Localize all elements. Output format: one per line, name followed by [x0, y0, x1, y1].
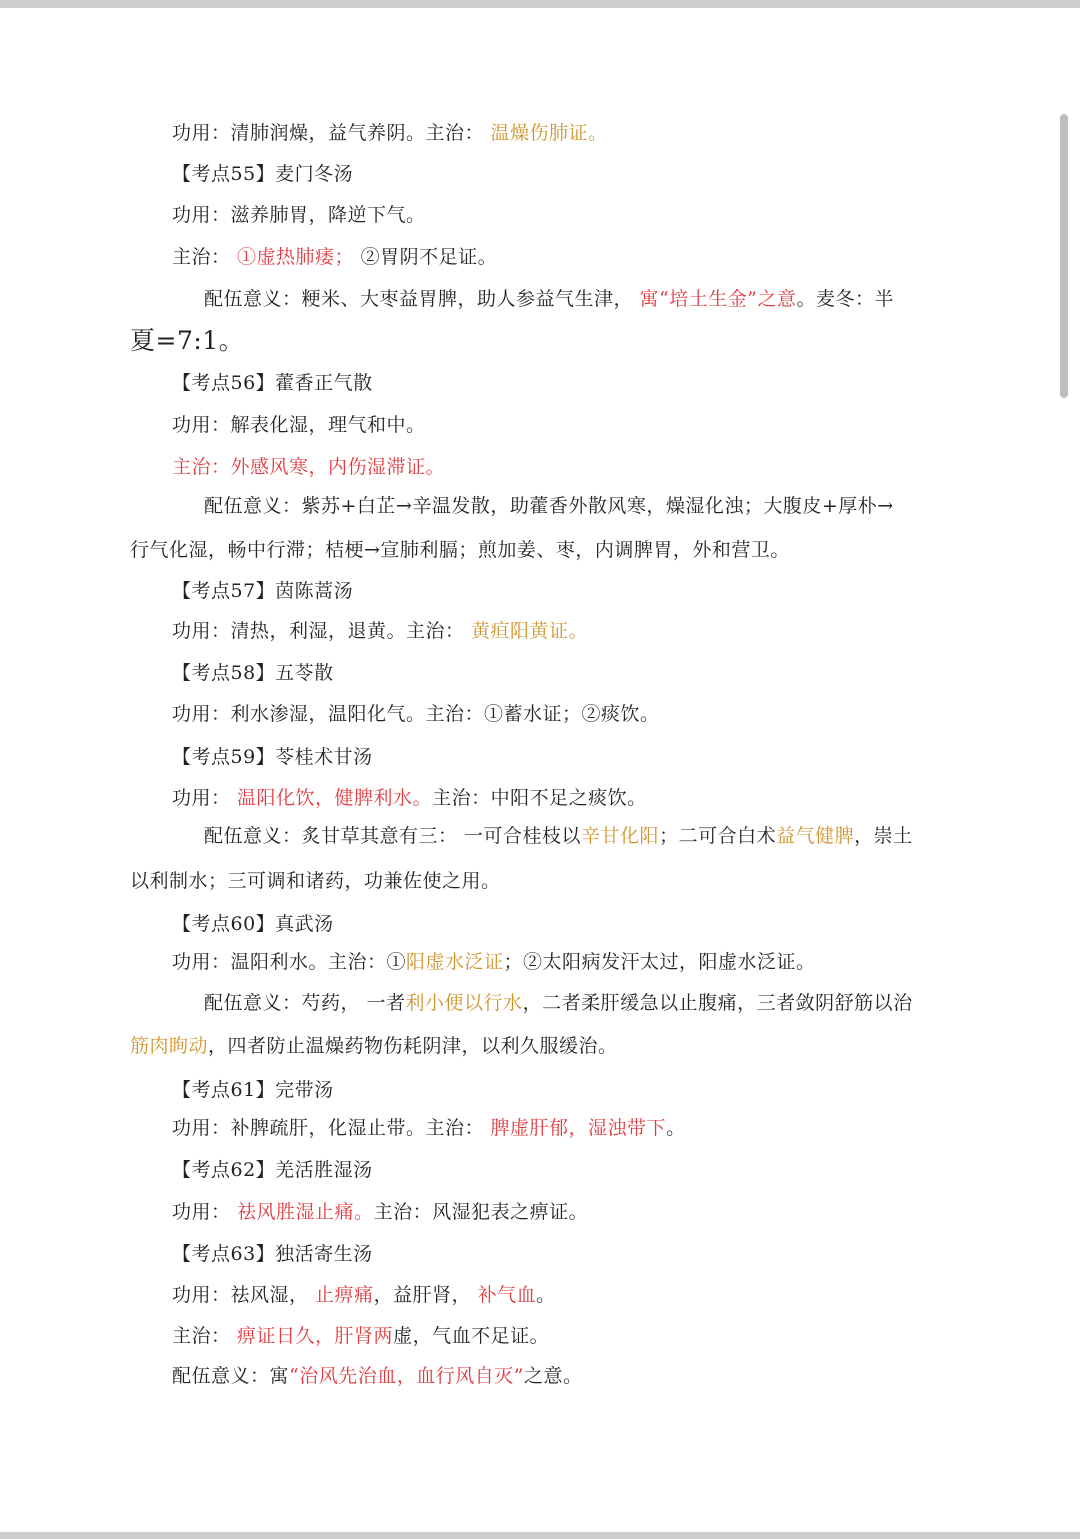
text-run: 夏=7:1。: [130, 326, 245, 355]
text-run: 【考点62】羌活胜湿汤: [172, 1159, 373, 1181]
text-line: [204, 990, 913, 1016]
text-run: 功用：清肺润燥，益气养阴。主治：: [172, 122, 491, 144]
text-run: 之意。: [523, 1365, 583, 1387]
text-run: ②胃阴不足证。: [354, 246, 498, 268]
text-run: ①虚热肺痿；: [237, 246, 355, 268]
section-heading: [172, 1241, 373, 1267]
text-run: 主治：: [172, 246, 238, 268]
text-run: 主治：: [172, 1325, 238, 1347]
text-run: 功用：: [172, 1201, 238, 1223]
text-run: 【考点56】藿香正气散: [172, 372, 373, 394]
text-run: 利小便以行水: [405, 992, 523, 1014]
text-run: 配伍意义：粳米、大枣益胃脾，助人参益气生津，: [204, 288, 640, 310]
text-run: 黄疸阳黄证。: [471, 620, 589, 642]
scrollbar-thumb[interactable]: [1060, 114, 1068, 398]
text-run: 止痹痛: [315, 1284, 374, 1306]
text-line: [172, 1115, 686, 1141]
text-run: 【考点61】完带汤: [172, 1079, 334, 1101]
section-heading: [172, 1077, 334, 1103]
text-run: 【考点58】五苓散: [172, 662, 334, 684]
text-run: 。: [666, 1117, 686, 1139]
text-line: [172, 1323, 549, 1349]
text-run: 祛风胜湿止痛。: [237, 1201, 374, 1223]
text-run: 主治：外感风寒，内伤湿滞证。: [172, 456, 446, 478]
text-run: 功用：利水渗湿，温阳化气。主治：①蓄水证；②痰饮。: [172, 703, 660, 725]
text-run: 温阳化饮，健脾利水。: [237, 787, 433, 809]
text-run: 筋肉眴动: [130, 1035, 209, 1057]
text-line: [172, 202, 426, 228]
section-heading: [172, 370, 373, 396]
text-run: 行气化湿，畅中行滞；桔梗→宣肺利膈；煎加姜、枣，内调脾胃，外和营卫。: [130, 539, 790, 561]
text-run: 配伍意义：炙甘草其意有三： 一可合桂枝以: [204, 825, 582, 847]
text-run: 功用：滋养肺胃，降逆下气。: [172, 204, 426, 226]
document-page: [0, 8, 1080, 1532]
text-line: [204, 823, 913, 849]
text-run: 功用：补脾疏肝，化湿止带。主治：: [172, 1117, 491, 1139]
text-run: 益气健脾: [776, 825, 855, 847]
text-line: [204, 493, 894, 519]
text-run: 。麦冬：半: [796, 288, 894, 310]
text-line: [130, 537, 790, 563]
text-line: [172, 412, 426, 438]
section-heading: [172, 744, 373, 770]
text-run: 【考点63】独活寄生汤: [172, 1243, 373, 1265]
text-line: [130, 1033, 618, 1059]
text-run: 温燥伤肺证。: [490, 122, 608, 144]
text-run: 配伍意义：寓: [172, 1365, 290, 1387]
section-heading: [172, 660, 334, 686]
bottom-bar: [0, 1532, 1080, 1539]
text-line: [172, 701, 660, 727]
text-run: 【考点60】真武汤: [172, 913, 334, 935]
text-run: 功用：清热，利湿，退黄。主治：: [172, 620, 472, 642]
text-line: [172, 949, 816, 975]
section-heading: [172, 578, 353, 604]
text-run: 以利制水；三可调和诸药，功兼佐使之用。: [130, 870, 501, 892]
text-run: 功用：: [172, 787, 238, 809]
text-line: [172, 1199, 588, 1225]
text-run: 。: [536, 1284, 556, 1306]
text-run: 功用：解表化湿，理气和中。: [172, 414, 426, 436]
text-line: [172, 1363, 582, 1389]
text-run: “治风先治血，血行风自灭”: [289, 1365, 524, 1387]
text-line: [172, 244, 497, 270]
text-run: 补气血: [477, 1284, 537, 1306]
text-run: 配伍意义：芍药， 一者: [204, 992, 406, 1014]
text-run: 脾虚肝郁，湿浊带下: [490, 1117, 667, 1139]
text-line: [130, 326, 244, 356]
section-heading: [172, 161, 353, 187]
text-run: 【考点59】苓桂术甘汤: [172, 746, 373, 768]
text-run: 配伍意义：紫苏+白芷→辛温发散，助藿香外散风寒，燥湿化浊；大腹皮+厚朴→: [204, 495, 894, 517]
text-run: 功用：温阳利水。主治：①: [172, 951, 407, 973]
section-heading: [172, 1157, 373, 1183]
text-run: ，二者柔肝缓急以止腹痛，三者敛阴舒筋以治: [522, 992, 913, 1014]
text-run: 【考点55】麦门冬汤: [172, 163, 354, 185]
text-run: 阳虚水泛证: [406, 951, 504, 973]
text-run: ，益肝肾，: [373, 1284, 478, 1306]
top-bar: [0, 0, 1080, 8]
text-line: [172, 1282, 556, 1308]
text-line: [172, 454, 445, 480]
text-line: [130, 868, 501, 894]
text-line: [172, 785, 647, 811]
text-run: 寓“培土生金”之意: [639, 288, 797, 310]
text-run: ；②太阳病发汗太过，阳虚水泛证。: [503, 951, 816, 973]
text-run: ，崇土: [854, 825, 913, 847]
text-run: ，四者防止温燥药物伤耗阴津，以利久服缓治。: [208, 1035, 618, 1057]
text-run: ；二可合白术: [659, 825, 777, 847]
text-run: 主治：风湿犯表之痹证。: [373, 1201, 589, 1223]
text-line: [172, 618, 588, 644]
text-line: [172, 120, 608, 146]
text-run: 主治：中阳不足之痰饮。: [432, 787, 647, 809]
text-run: 辛甘化阳: [581, 825, 660, 847]
section-heading: [172, 911, 334, 937]
text-run: 【考点57】茵陈蒿汤: [172, 580, 354, 602]
text-run: 功用：祛风湿，: [172, 1284, 316, 1306]
text-run: 痹证日久，肝肾两: [237, 1325, 394, 1347]
text-run: 虚，气血不足证。: [393, 1325, 550, 1347]
text-line: [204, 286, 894, 312]
